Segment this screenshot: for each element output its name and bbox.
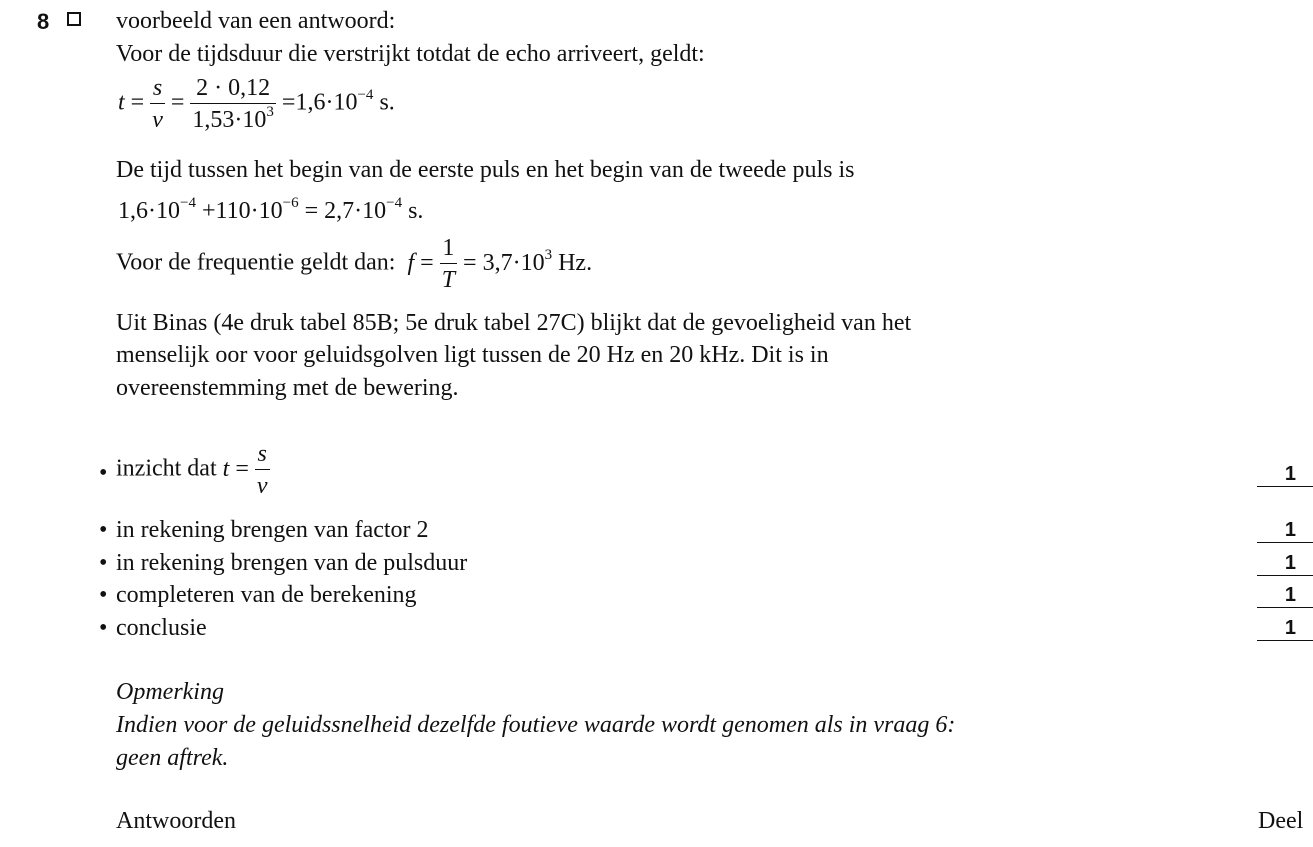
eq1-unit: s.	[379, 89, 395, 116]
criterion-5: conclusie	[116, 615, 207, 641]
eq2-result-exp: −4	[386, 195, 403, 211]
equation-frequency	[407, 235, 593, 293]
eq1-eq-b: =	[170, 89, 185, 116]
score-5: 1	[1257, 615, 1313, 641]
eq2-unit: s.	[408, 198, 424, 224]
eq1-den-exp: 3	[266, 104, 274, 120]
freq-text: Voor de frequentie geldt dan:	[116, 249, 396, 276]
score-1: 1	[1257, 461, 1313, 487]
eq3-frac	[440, 236, 457, 292]
eq1-denominator	[190, 103, 276, 132]
eq1-numerator: 2 · 0,12	[196, 75, 271, 101]
eq3-f: f	[407, 249, 415, 276]
eq1-result: 1,6·10	[295, 89, 358, 116]
eq3-unit: Hz.	[558, 249, 593, 276]
eq1-frac-values	[190, 76, 276, 132]
eq3-T: T	[440, 263, 457, 292]
bullet-icon: •	[99, 550, 108, 576]
eq1-frac-sv	[150, 76, 165, 132]
binas-line-2: menselijk oor voor geluidsgolven ligt tussen de 20 Hz en 20 kHz. Dit is in	[116, 342, 829, 368]
crit-t: t	[222, 455, 230, 482]
criterion-3: in rekening brengen van de pulsduur	[116, 550, 468, 576]
criterion-1	[116, 442, 270, 498]
binas-line-3: overeenstemming met de bewering.	[116, 375, 459, 401]
eq2-a: 1,6·10	[118, 198, 180, 224]
footer-left: Antwoorden	[116, 808, 236, 834]
eq1-t: t	[118, 89, 125, 116]
eq3-result-exp: 3	[544, 246, 553, 263]
remark-line-1: Indien voor de geluidssnelheid dezelfde foutieve waarde wordt genomen als in vraag 6:	[116, 712, 956, 738]
score-2: 1	[1257, 517, 1313, 543]
time-text: Voor de tijdsduur die verstrijkt totdat de echo arriveert, geldt:	[116, 41, 705, 67]
criterion-2: in rekening brengen van factor 2	[116, 517, 429, 543]
eq1-den-base: 1,53·10	[192, 107, 267, 133]
eq2-a-exp: −4	[180, 195, 196, 211]
score-3: 1	[1257, 550, 1313, 576]
pulse-text: De tijd tussen het begin van de eerste puls en het begin van de tweede puls is	[116, 157, 855, 183]
criterion-1-label: inzicht dat	[116, 455, 217, 482]
footer-right: Deel	[1258, 808, 1304, 834]
crit-frac	[255, 442, 270, 498]
eq1-s: s	[152, 75, 163, 101]
eq2-b-exp: −6	[282, 195, 299, 211]
bullet-icon: •	[99, 582, 108, 608]
eq2-result: = 2,7·10	[304, 198, 387, 224]
eq3-eq-a: =	[420, 249, 434, 276]
eq3-result: = 3,7·10	[463, 249, 545, 276]
bullet-icon: •	[99, 615, 108, 641]
remark-line-2: geen aftrek.	[116, 745, 229, 771]
remark-title: Opmerking	[116, 679, 224, 705]
crit-eq: =	[235, 455, 249, 482]
intro-text: voorbeeld van een antwoord:	[116, 8, 396, 34]
equation-time	[118, 76, 395, 132]
eq1-v: v	[150, 103, 165, 132]
eq1-eq-a: =	[130, 89, 145, 116]
eq3-one: 1	[442, 235, 455, 261]
checkbox-icon	[67, 12, 81, 26]
bullet-icon: •	[99, 517, 108, 543]
equation-pulse	[118, 195, 424, 224]
eq1-eq-c: =	[281, 89, 296, 116]
crit-s: s	[257, 441, 267, 467]
frequency-line	[116, 236, 592, 292]
criterion-1-formula	[222, 441, 270, 499]
score-4: 1	[1257, 582, 1313, 608]
eq2-plus: +110·10	[201, 198, 283, 224]
binas-line-1: Uit Binas (4e druk tabel 85B; 5e druk tabel 27C) blijkt dat de gevoeligheid van het	[116, 310, 912, 336]
criterion-4: completeren van de berekening	[116, 582, 417, 608]
eq1-result-exp: −4	[357, 86, 374, 103]
question-number: 8	[37, 9, 50, 34]
crit-v: v	[255, 469, 270, 498]
bullet-icon: •	[99, 460, 108, 486]
